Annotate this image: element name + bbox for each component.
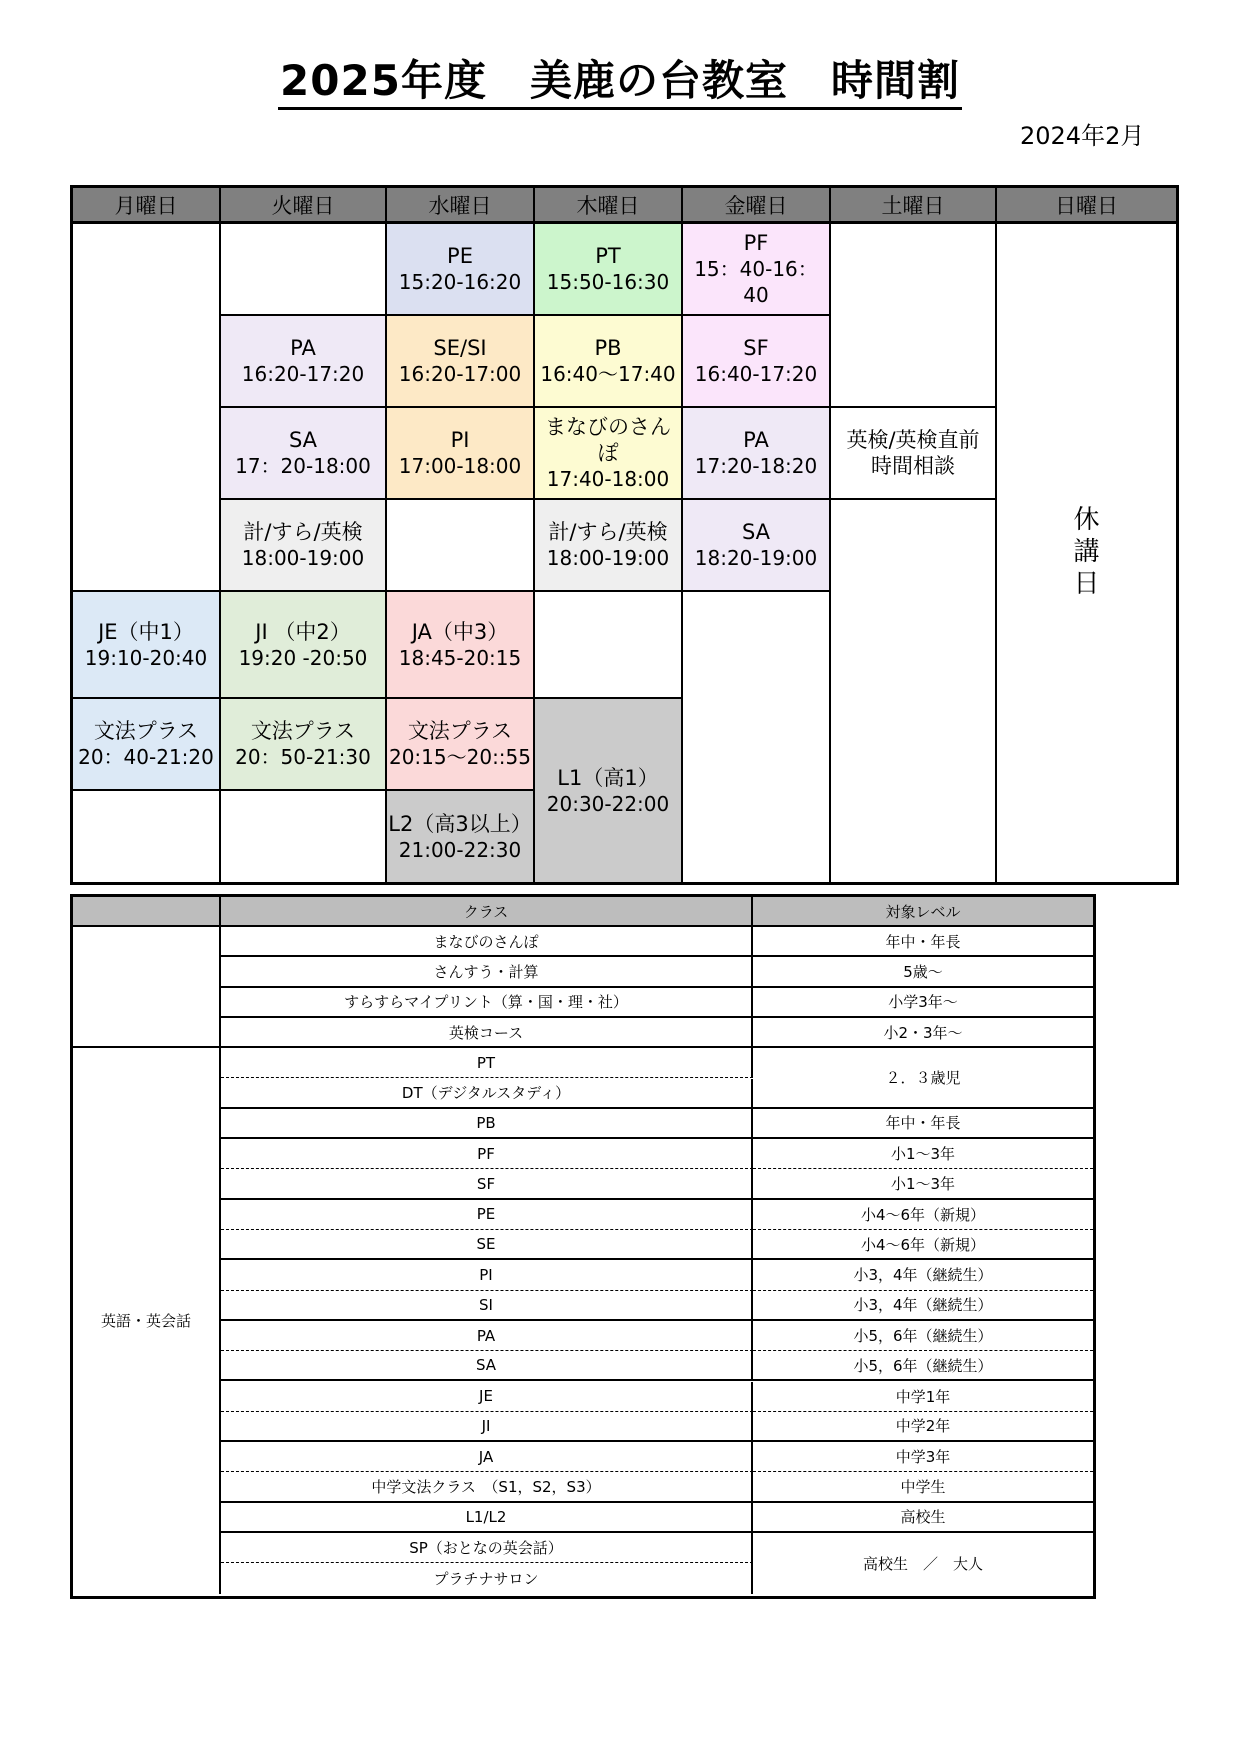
level-class-cell: L1/L2 [221, 1503, 753, 1533]
class-name: PA [290, 336, 316, 360]
level-class-cell: SE [221, 1230, 753, 1260]
level-target-cell: 年中・年長 [753, 927, 1093, 957]
slot-empty [221, 791, 387, 882]
class-time: 20:30-22:00 [546, 791, 670, 816]
level-category [73, 927, 221, 1048]
class-note: 時間相談 [871, 454, 955, 478]
slot-empty [221, 224, 387, 316]
level-target-cell: 小2・3年～ [753, 1018, 1093, 1048]
level-class-cell: SP（おとなの英会話） [221, 1533, 753, 1563]
class-time: 20：50-21:30 [235, 745, 371, 769]
class-name: PA [743, 428, 769, 452]
class-slot [387, 699, 535, 791]
class-slot [387, 791, 535, 882]
class-name: 計/すら/英検 [548, 520, 668, 544]
class-slot [221, 408, 387, 500]
level-target-cell: 小4～6年（新規） [753, 1230, 1093, 1260]
level-class-cell: プラチナサロン [221, 1563, 753, 1593]
level-header-class: クラス [221, 897, 753, 927]
page-title: 2025年度 美鹿の台教室 時間割 [0, 48, 1240, 108]
class-name: PB [594, 336, 622, 360]
level-target-cell: 高校生 ／ 大人 [862, 1554, 983, 1573]
issue-date: 2024年2月 [1020, 122, 1145, 150]
level-target-cell: 5歳～ [753, 957, 1093, 987]
class-time: 17：20-18:00 [235, 454, 371, 478]
level-header-category [73, 897, 221, 927]
level-class-cell: 中学文法クラス （S1，S2，S3） [221, 1472, 753, 1502]
class-time: 20：40-21:20 [78, 745, 214, 769]
class-slot [535, 408, 683, 500]
day-header-monday: 月曜日 [73, 188, 221, 224]
class-slot [221, 316, 387, 408]
class-time: 17:20-18:20 [694, 454, 818, 478]
level-target-cell: 小学3年～ [753, 988, 1093, 1018]
class-slot [73, 592, 221, 699]
class-slot [683, 224, 831, 316]
class-time: 15：40-16：40 [694, 257, 818, 307]
class-time: 18:00-19:00 [546, 546, 670, 570]
class-name: PI [450, 428, 470, 452]
class-name: 文法プラス [407, 719, 513, 743]
class-time: 18:00-19:00 [241, 546, 365, 570]
level-target-cell: 小3，4年（継続生） [753, 1291, 1093, 1321]
level-category: 英語・英会話 [73, 1048, 221, 1593]
level-class-cell: SA [221, 1351, 753, 1381]
class-name: PT [595, 244, 621, 268]
timetable [70, 185, 1179, 885]
class-slot [535, 224, 683, 316]
class-time: 16:40～17:40 [540, 362, 676, 386]
slot-empty [683, 592, 831, 882]
level-target-cell: 小1～3年 [753, 1169, 1093, 1199]
class-slot [221, 592, 387, 699]
class-time: 16:40-17:20 [694, 362, 818, 386]
class-slot [535, 500, 683, 592]
level-target-cell: ２．３歳児 [753, 1048, 1093, 1109]
class-time: 19:10-20:40 [84, 645, 208, 670]
day-header-friday: 金曜日 [683, 188, 831, 224]
level-target-cell: 中学生 [753, 1472, 1093, 1502]
class-name: SA [741, 520, 771, 544]
level-target-cell: 中学1年 [753, 1382, 1093, 1412]
class-time: 18:20-19:00 [694, 546, 818, 570]
level-class-cell: PT [221, 1048, 753, 1078]
day-header-saturday: 土曜日 [831, 188, 997, 224]
class-time: 19:20 -20:50 [238, 645, 368, 670]
class-slot [73, 699, 221, 791]
level-target-cell: 小1～3年 [753, 1139, 1093, 1169]
class-time: 20:15～20::55 [388, 745, 531, 769]
day-header-wednesday: 水曜日 [387, 188, 535, 224]
level-target-cell: 小3，4年（継続生） [753, 1260, 1093, 1290]
class-name: 英検/英検直前 [846, 428, 980, 452]
class-slot [831, 408, 997, 500]
level-target-cell: 中学3年 [753, 1442, 1093, 1472]
class-time: 16:20-17:00 [398, 362, 522, 386]
class-slot [535, 699, 683, 882]
level-class-cell: PI [221, 1260, 753, 1290]
class-slot [683, 500, 831, 592]
level-class-cell: さんすう・計算 [221, 957, 753, 987]
level-class-cell: 英検コース [221, 1018, 753, 1048]
class-name: JE（中1） [98, 619, 194, 644]
level-class-cell: DT（デジタルスタディ） [221, 1079, 753, 1109]
slot-empty [831, 500, 997, 882]
class-name: JI （中2） [255, 619, 351, 644]
closed-day-label: 休講日 [1073, 505, 1100, 599]
class-name: PE [447, 244, 473, 268]
slot-empty [73, 224, 221, 592]
class-name: 文法プラス [93, 719, 199, 743]
class-name: JA（中3） [411, 619, 509, 644]
level-class-cell: まなびのさんぽ [221, 927, 753, 957]
level-class-cell: JE [221, 1382, 753, 1412]
level-class-cell: すらすらマイプリント（算・国・理・社） [221, 988, 753, 1018]
level-class-cell: PF [221, 1139, 753, 1169]
day-header-thursday: 木曜日 [535, 188, 683, 224]
class-slot [387, 224, 535, 316]
class-name: L2（高3以上） [388, 811, 532, 836]
class-time: 16:20-17:20 [241, 362, 365, 386]
level-target-cell: 小4～6年（新規） [753, 1200, 1093, 1230]
class-slot [221, 500, 387, 592]
level-header-level: 対象レベル [753, 897, 1093, 927]
class-time: 17:40-18:00 [546, 467, 670, 491]
class-name: SE/SI [433, 336, 487, 360]
level-target-cell: 高校生 [753, 1503, 1093, 1533]
class-name: まなびのさんぽ [545, 415, 671, 465]
class-slot [683, 408, 831, 500]
level-target-cell: 中学2年 [753, 1412, 1093, 1442]
class-time: 18:45-20:15 [398, 645, 522, 670]
level-class-cell: JI [221, 1412, 753, 1442]
level-target-cell: 小5，6年（継続生） [753, 1321, 1093, 1351]
class-slot [387, 316, 535, 408]
level-class-cell: SF [221, 1169, 753, 1199]
class-time: 17:00-18:00 [398, 454, 522, 478]
level-class-cell: PB [221, 1109, 753, 1139]
level-class-cell: PE [221, 1200, 753, 1230]
class-name: SF [743, 336, 769, 360]
class-time: 15:20-16:20 [398, 270, 522, 294]
slot-empty [387, 500, 535, 592]
closed-day [997, 224, 1176, 882]
class-name: 文法プラス [250, 719, 356, 743]
class-time: 15:50-16:30 [546, 270, 670, 294]
slot-empty [535, 592, 683, 699]
class-slot [535, 316, 683, 408]
class-slot [221, 699, 387, 791]
class-name: PF [743, 231, 769, 255]
class-slot [387, 408, 535, 500]
level-table [70, 894, 1096, 1599]
class-time: 21:00-22:30 [398, 837, 522, 862]
level-class-cell: JA [221, 1442, 753, 1472]
level-target-cell: 年中・年長 [753, 1109, 1093, 1139]
class-name: L1（高1） [557, 765, 659, 790]
class-slot [683, 316, 831, 408]
level-target-cell: 小5，6年（継続生） [753, 1351, 1093, 1381]
level-class-cell: SI [221, 1291, 753, 1321]
slot-empty [73, 791, 221, 882]
class-name: SA [288, 428, 318, 452]
class-slot [387, 592, 535, 699]
level-class-cell: PA [221, 1321, 753, 1351]
day-header-sunday: 日曜日 [997, 188, 1176, 224]
class-name: 計/すら/英検 [243, 520, 363, 544]
day-header-tuesday: 火曜日 [221, 188, 387, 224]
slot-empty [831, 224, 997, 408]
